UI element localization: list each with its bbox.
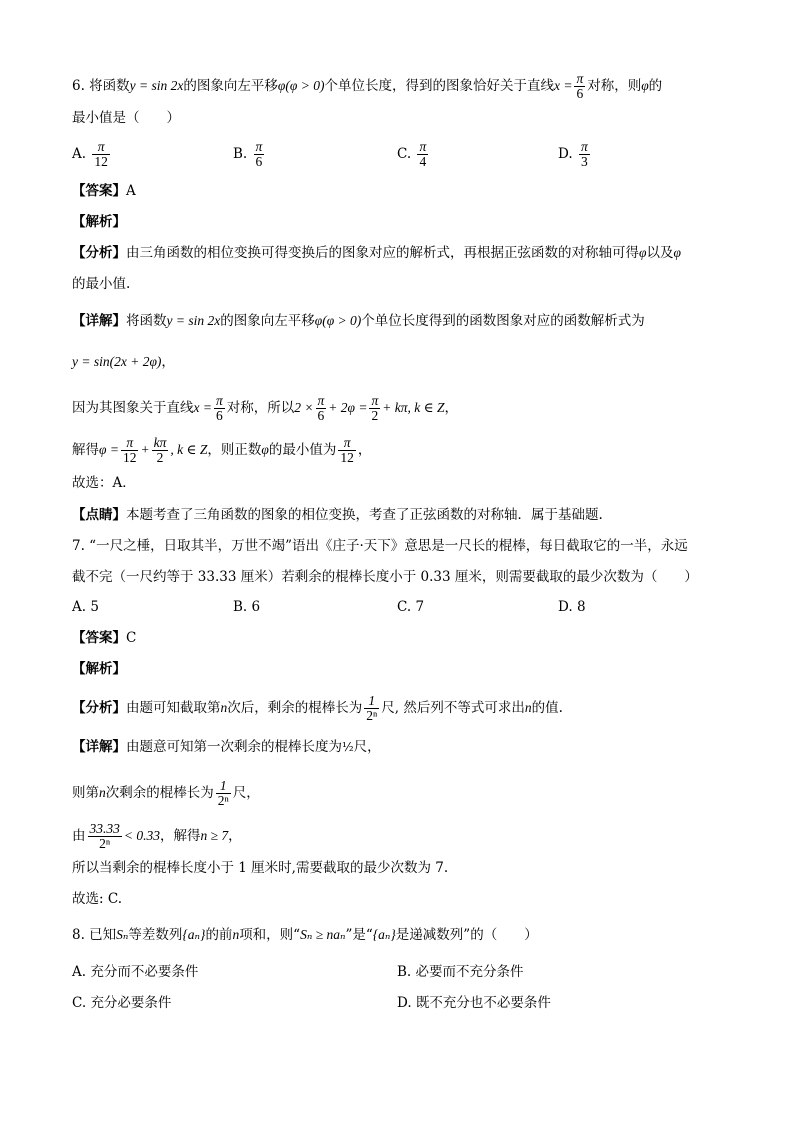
phi: φ <box>261 442 269 457</box>
fraction <box>216 779 231 808</box>
q7-option-c <box>397 597 424 617</box>
q7-stem-line1: 7. “一尺之棰，日取其半，万世不竭”语出《庄子·天下》意思是一尺长的棍棒，每日截取它的一半，永远 <box>72 538 688 554</box>
q6-xiangjie-line3 <box>72 394 458 423</box>
option-text: 既不充分也不必要条件 <box>415 995 551 1011</box>
q7-stem-line2: 截不完（一尺约等于 33.33 厘米）若剩余的棍棒长度小于 0.33 厘米，则需要截取的最少次数为（ ） <box>72 569 698 585</box>
q7-xiangjie-line1 <box>72 737 381 757</box>
option-text: 8 <box>576 599 586 615</box>
shift: φ(φ > 0) <box>314 313 362 328</box>
numerator: π <box>215 393 223 408</box>
q7-option-d <box>558 597 586 617</box>
q6-function: y = sin 2x <box>129 78 184 93</box>
q6-xiangjie-line1 <box>72 311 645 331</box>
option-text: 充分而不必要条件 <box>90 964 199 980</box>
q8-option-c <box>72 993 171 1013</box>
denominator: 6 <box>215 408 223 423</box>
text: ”是“ <box>345 927 373 943</box>
numerator: π <box>121 436 139 451</box>
fraction <box>214 394 225 423</box>
numerator: π <box>255 139 263 154</box>
fraction <box>121 436 139 465</box>
numerator: π <box>576 71 584 86</box>
text: 尺， <box>232 785 260 801</box>
xiangjie-text: 个单位长度得到的函数图象对应的函数解析式为 <box>361 313 645 329</box>
q8-stem <box>72 925 538 945</box>
q6-fenxi-line1 <box>72 243 681 263</box>
q6-analysis-tag: 【解析】 <box>72 214 126 230</box>
answer-value: A <box>126 183 136 199</box>
math: x = <box>193 400 212 415</box>
q6-dianjing <box>72 505 603 525</box>
text: 因为其图象关于直线 <box>72 400 194 416</box>
denominator: 2 <box>156 450 164 465</box>
q7-fenxi <box>72 694 563 723</box>
q6-axis-fraction <box>574 72 585 101</box>
text: 的最小值为 <box>268 442 337 458</box>
q7-xiangjie-line3 <box>72 822 242 851</box>
fenxi-text: 由三角函数的相位变换可得变换后的图象对应的解析式，再根据正弦函数的对称轴可得 <box>126 245 639 261</box>
denominator: 12 <box>340 450 354 465</box>
xiangjie-tag: 【详解】 <box>72 739 126 755</box>
q6-axis: x = <box>553 78 573 93</box>
math: n <box>232 927 240 942</box>
numerator: 33.33 <box>89 821 120 836</box>
fraction <box>369 394 380 423</box>
punct: ， <box>228 828 242 844</box>
text: 对称，所以 <box>226 400 295 416</box>
text: ，解得 <box>160 828 201 844</box>
math: φ = <box>99 442 119 457</box>
q6-shift: φ(φ > 0) <box>277 78 325 93</box>
option-text: 必要而不充分条件 <box>415 964 524 980</box>
option-letter: D. <box>397 995 412 1011</box>
option-letter: A. <box>72 964 87 980</box>
text: 项和，则“ <box>239 927 301 943</box>
fenxi-tag: 【分析】 <box>72 245 126 261</box>
fraction <box>152 436 169 465</box>
text: 次后，剩余的棍棒长为 <box>227 700 363 716</box>
math: n ≥ 7 <box>200 828 229 843</box>
text: 的值. <box>531 700 563 716</box>
q6-fenxi-line2: 的最小值. <box>72 276 131 292</box>
text: 是递减数列”的（ ） <box>395 927 538 943</box>
option-letter: B. <box>397 964 412 980</box>
option-letter: A. <box>72 146 87 162</box>
denominator: 12 <box>122 450 137 465</box>
text: 由题意可知第一次剩余的棍棒长度为 <box>126 739 342 755</box>
text: 次剩余的棍棒长为 <box>105 785 214 801</box>
denominator: 6 <box>255 154 263 169</box>
function: y = sin 2x <box>166 313 221 328</box>
denominator: 2ⁿ <box>366 708 378 723</box>
option-letter: D. <box>558 146 573 162</box>
answer-value: C <box>126 630 137 646</box>
q6-option-a <box>72 140 112 169</box>
denominator: 12 <box>94 154 108 169</box>
numerator: π <box>419 139 427 154</box>
q6-stem-line1 <box>72 72 662 101</box>
numerator: 1 <box>216 779 231 794</box>
math: n <box>524 700 532 715</box>
q6-option-b <box>233 140 266 169</box>
text: 则第 <box>72 785 99 801</box>
text: 尺, 然后列不等式可求出 <box>381 700 525 716</box>
denominator: 2 <box>371 408 379 423</box>
numerator: π <box>580 139 588 154</box>
text: 解得 <box>72 442 99 458</box>
q6-stem-text: 个单位长度，得到的图象恰好关于直线 <box>324 78 554 94</box>
xiangjie-tag: 【详解】 <box>72 313 126 329</box>
denominator: 2ⁿ <box>217 793 229 808</box>
punct: ， <box>161 354 175 370</box>
option-text: 充分必要条件 <box>90 995 172 1011</box>
denominator: 2ⁿ <box>99 836 111 851</box>
denominator: 3 <box>580 154 588 169</box>
numerator: π <box>371 393 379 408</box>
q6-stem-text: 的 <box>648 78 663 94</box>
dianjing-text: 本题考查了三角函数的图象的相位变换，考查了正弦函数的对称轴．属于基础题. <box>126 507 603 523</box>
q7-xiangjie-line4: 所以当剩余的棍棒长度小于 1 厘米时,需要截取的最少次数为 7. <box>72 860 449 876</box>
option-letter: C. <box>72 995 87 1011</box>
punct: ， <box>444 400 458 416</box>
q8-option-a <box>72 962 198 982</box>
answer-tag: 【答案】 <box>72 630 126 646</box>
math: n <box>220 700 228 715</box>
q8-option-b <box>397 962 524 982</box>
q6-stem-line2: 最小值是（ ） <box>72 110 180 126</box>
math: Sₙ <box>116 927 129 942</box>
q7-analysis-tag: 【解析】 <box>72 661 126 677</box>
denominator: 6 <box>317 408 325 423</box>
q6-xiangjie-line2 <box>72 352 175 372</box>
denominator: 6 <box>576 86 584 101</box>
answer-tag: 【答案】 <box>72 183 126 199</box>
q6-stem-text: 的图象向左平移 <box>183 78 278 94</box>
q7-answer <box>72 628 136 648</box>
option-letter: A. <box>72 599 87 615</box>
option-text: 5 <box>90 599 99 615</box>
option-letter: B. <box>233 146 248 162</box>
fenxi-tag: 【分析】 <box>72 700 126 716</box>
q8-option-d <box>397 993 551 1013</box>
denominator: 4 <box>419 154 427 169</box>
fenxi-text: 以及 <box>646 245 674 261</box>
math: , k ∈ Z <box>170 442 208 457</box>
numerator: 1 <box>364 694 379 709</box>
phi: φ <box>639 245 647 260</box>
option-letter: C. <box>397 599 412 615</box>
text: 等差数列 <box>128 927 183 943</box>
q6-stem-text: 对称，则 <box>587 78 642 94</box>
q7-choose: 故选: C. <box>72 891 122 907</box>
expression: y = sin(2x + 2φ) <box>72 354 162 369</box>
q6-answer <box>72 181 136 201</box>
q6-option-c <box>397 140 430 169</box>
dianjing-tag: 【点睛】 <box>72 507 126 523</box>
math: + kπ, k ∈ Z <box>382 400 445 415</box>
q7-xiangjie-line2 <box>72 779 260 808</box>
xiangjie-text: 将函数 <box>126 313 167 329</box>
option-text: 7 <box>415 599 425 615</box>
option-letter: D. <box>558 599 573 615</box>
math: n <box>99 785 106 800</box>
xiangjie-text: 的图象向左平移 <box>220 313 315 329</box>
fraction <box>338 436 356 465</box>
q6-stem-text: 6. 将函数 <box>72 78 130 94</box>
q6-xiangjie-line4 <box>72 436 371 465</box>
math: Sₙ ≥ naₙ <box>300 927 346 942</box>
phi: φ <box>673 245 681 260</box>
q6-phi: φ <box>641 78 649 93</box>
numerator: kπ <box>153 435 167 450</box>
q7-option-a <box>72 597 99 617</box>
q6-option-d <box>558 140 592 169</box>
math: < 0.33 <box>123 828 160 843</box>
math: {aₙ} <box>372 927 396 942</box>
option-letter: C. <box>397 146 412 162</box>
q7-option-b <box>233 597 260 617</box>
text: 8. 已知 <box>72 927 117 943</box>
math: ½ <box>342 740 354 754</box>
math: + 2φ = <box>328 400 368 415</box>
punct: ， <box>357 442 372 458</box>
math: + <box>140 442 150 457</box>
math: {aₙ} <box>182 927 206 942</box>
option-fraction <box>92 140 110 169</box>
text: ，则正数 <box>207 442 262 458</box>
option-fraction <box>579 140 590 169</box>
numerator: π <box>317 393 325 408</box>
math: 2 × <box>294 400 314 415</box>
option-fraction <box>417 140 428 169</box>
fraction <box>364 694 379 723</box>
fraction <box>316 394 327 423</box>
text: 的前 <box>205 927 233 943</box>
text: 尺， <box>353 739 381 755</box>
fraction <box>88 822 122 851</box>
q6-choose: 故选：A． <box>72 475 136 491</box>
option-letter: B. <box>233 599 248 615</box>
text: 由 <box>72 828 86 844</box>
text: 由题可知截取第 <box>126 700 221 716</box>
option-fraction <box>254 140 265 169</box>
numerator: π <box>338 436 356 451</box>
option-text: 6 <box>251 599 261 615</box>
numerator: π <box>92 140 110 155</box>
